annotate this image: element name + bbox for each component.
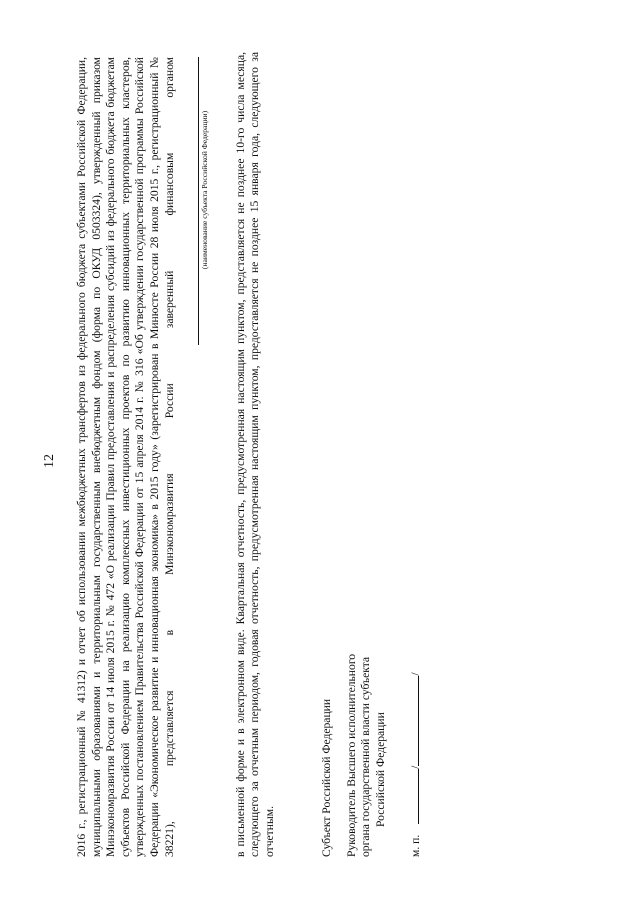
page-number: 12 xyxy=(42,454,57,468)
subject-label: Субъект Российской Федерации xyxy=(320,698,333,857)
position-line-1: Руководитель Высшего исполнительного xyxy=(345,653,358,857)
fill-in-line xyxy=(198,57,199,345)
body-paragraph-1: 2016 г., регистрационный № 41312) и отчет об использовании межбюджетных трансфертов из федерального бюджета субъектами Российской Федерации, муниципальными образованиями и территориальным государственным внебюджетным фондом (форма по ОКУД 0503324), утвержденный приказом Минэкономразвития России от 14 июля 2015 г. № 472 «О реализации Правил предоставления и распределения субсидий из федерального бюджета бюджетам субъектов Российской Федерации на реализацию комплексных инвестиционных проектов по развитию инновационных территориальных кластеров, утвержденных постановлением Правительства Российской Федерации от 15 апреля 2014 г. № 316 «Об утверждении государственной программы Российской Федерации «Экономическое развитие и инновационная экономика» в 2015 году» (зарегистрирован в Минюсте России 28 июля 2015 г., регистрационный № 38221), представляется в Минэкономразвития России заверенный финансовым органом xyxy=(75,57,176,857)
stamp-place-label: м. п. xyxy=(409,834,422,857)
body-paragraph-2: в письменной форме и в электронном виде. Квартальная отчетность, предусмотренная настоящим пунктом, представляется не позднее 10-го числа месяца, следующего за отчетным периодом, годовая отчетность, предусмотренная настоящим пунктом, предоставляется не позднее 15 января года, следующего за отчетным. xyxy=(234,52,276,857)
name-line xyxy=(408,676,419,766)
signature-line xyxy=(408,769,419,824)
signature-row xyxy=(408,672,422,857)
signature-separator-2: / xyxy=(409,672,422,676)
signature-separator-1: / xyxy=(409,765,422,769)
fill-in-caption: (наименование субъекта Российской Федерации) xyxy=(200,110,209,270)
position-line-2: органа государственной власти субъекта xyxy=(359,656,373,857)
position-line-3: Российской Федерации xyxy=(373,712,387,827)
signature-position xyxy=(345,637,388,857)
